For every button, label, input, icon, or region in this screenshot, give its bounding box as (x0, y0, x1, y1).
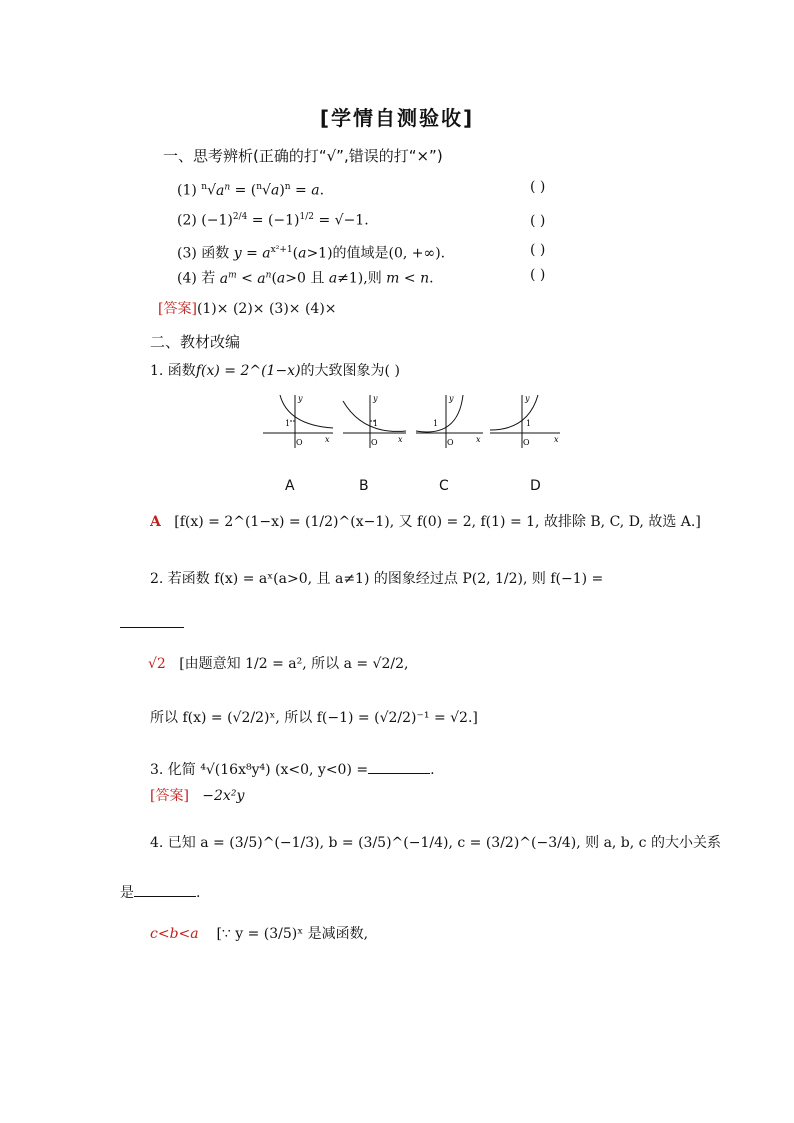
q3-answer-label: [答案] (150, 788, 189, 804)
q2-stem: 2. 若函数 f(x) = aˣ(a>0, 且 a≠1) 的图象经过点 P(2, 1/2), 则 f(−1) = (150, 571, 604, 587)
q4-stem-cont: 是 . (120, 882, 200, 902)
graph-D-x: x (554, 435, 559, 444)
q2-solution-1 (148, 655, 408, 673)
s1-item-4: (4) 若 $a^m < a^n(a>0$ 且 a≠1),则 m < n. (177, 270, 434, 287)
section2-heading: 二、教材改编 (150, 333, 241, 351)
s1-item-3-paren: ( ) (530, 242, 546, 258)
q1-answer-letter: A (150, 514, 161, 530)
q3-answer: −2x²y (202, 788, 245, 804)
q3-blank (368, 759, 430, 774)
graph-A-y: y (298, 394, 303, 403)
graph-B-y: y (373, 394, 378, 403)
q3-answer-line (150, 787, 244, 805)
q2-solution-2: 所以 f(x) = (√2/2)ˣ, 所以 f(−1) = (√2/2)⁻¹ = √2.] (150, 710, 478, 726)
graph-C-x: x (476, 435, 481, 444)
graph-B-one: 1 (373, 419, 379, 428)
graph-C-zero: O (447, 438, 454, 447)
q4-solution (150, 925, 368, 943)
page-title: [学情自测验收] (319, 106, 475, 130)
q2-answer: √2 (148, 656, 166, 672)
graph-D-one: 1 (526, 419, 532, 428)
q4-stem: 4. 已知 a = (3/5)^(−1/3), b = (3/5)^(−1/4), c = (3/2)^(−3/4), 则 a, b, c 的大小关系 (150, 835, 721, 851)
q2-blank (120, 613, 184, 628)
graph-C-y: y (449, 394, 454, 403)
graph-label-C: C (439, 478, 449, 494)
graph-B-zero: O (371, 438, 378, 447)
graph-A-one: 1 (285, 419, 291, 428)
q1-stem: 1. 函数f(x) = 2^(1−x)的大致图象为( ) (150, 363, 400, 379)
section1-heading: 一、思考辨析(正确的打“√”,错误的打“×”) (163, 147, 443, 165)
graph-label-A: A (285, 478, 295, 494)
q3-stem: 3. 化简 ⁴√(16x⁸y⁴) (x<0, y<0) = . (150, 759, 435, 779)
graph-label-B: B (359, 478, 369, 494)
s1-item-1: (1) $^n√a^n = (^n√a)^n = a$. (177, 182, 325, 199)
graph-A-zero: O (296, 438, 303, 447)
graph-B-x: x (398, 435, 403, 444)
graph-A-x: x (325, 435, 330, 444)
graph-C-one: 1 (433, 419, 439, 428)
s1-item-2-paren: ( ) (530, 213, 546, 229)
graph-D-y: y (525, 394, 530, 403)
graph-D-zero: O (523, 438, 530, 447)
s1-item-4-paren: ( ) (530, 267, 546, 283)
q4-solution-text: [∵ y = (3/5)ˣ 是减函数, (216, 926, 369, 942)
s1-item-2: (2) $(-1)^{2/4} = (-1)^{1/2} = √-1$. (177, 212, 369, 229)
q1-solution (150, 513, 701, 531)
q1-graphs (258, 390, 568, 450)
q1-solution-text: [f(x) = 2^(1−x) = (1/2)^(x−1), 又 f(0) = 2, f(1) = 1, 故排除 B, C, D, 故选 A.] (174, 514, 701, 530)
q4-answer: c<b<a (150, 926, 199, 942)
s1-answer-text: (1)× (2)× (3)× (4)× (196, 301, 337, 317)
q2-solution-text-1: [由题意知 1/2 = a², 所以 a = √2/2, (179, 656, 409, 672)
s1-item-1-paren: ( ) (530, 179, 546, 195)
q4-blank (134, 882, 196, 897)
s1-answer (158, 300, 337, 318)
graph-label-D: D (530, 478, 541, 494)
answer-label: [答案] (158, 301, 197, 317)
s1-item-3: (3) 函数 $y = a^{x^2+1}(a>1)$的值域是(0, +∞). (177, 245, 446, 262)
